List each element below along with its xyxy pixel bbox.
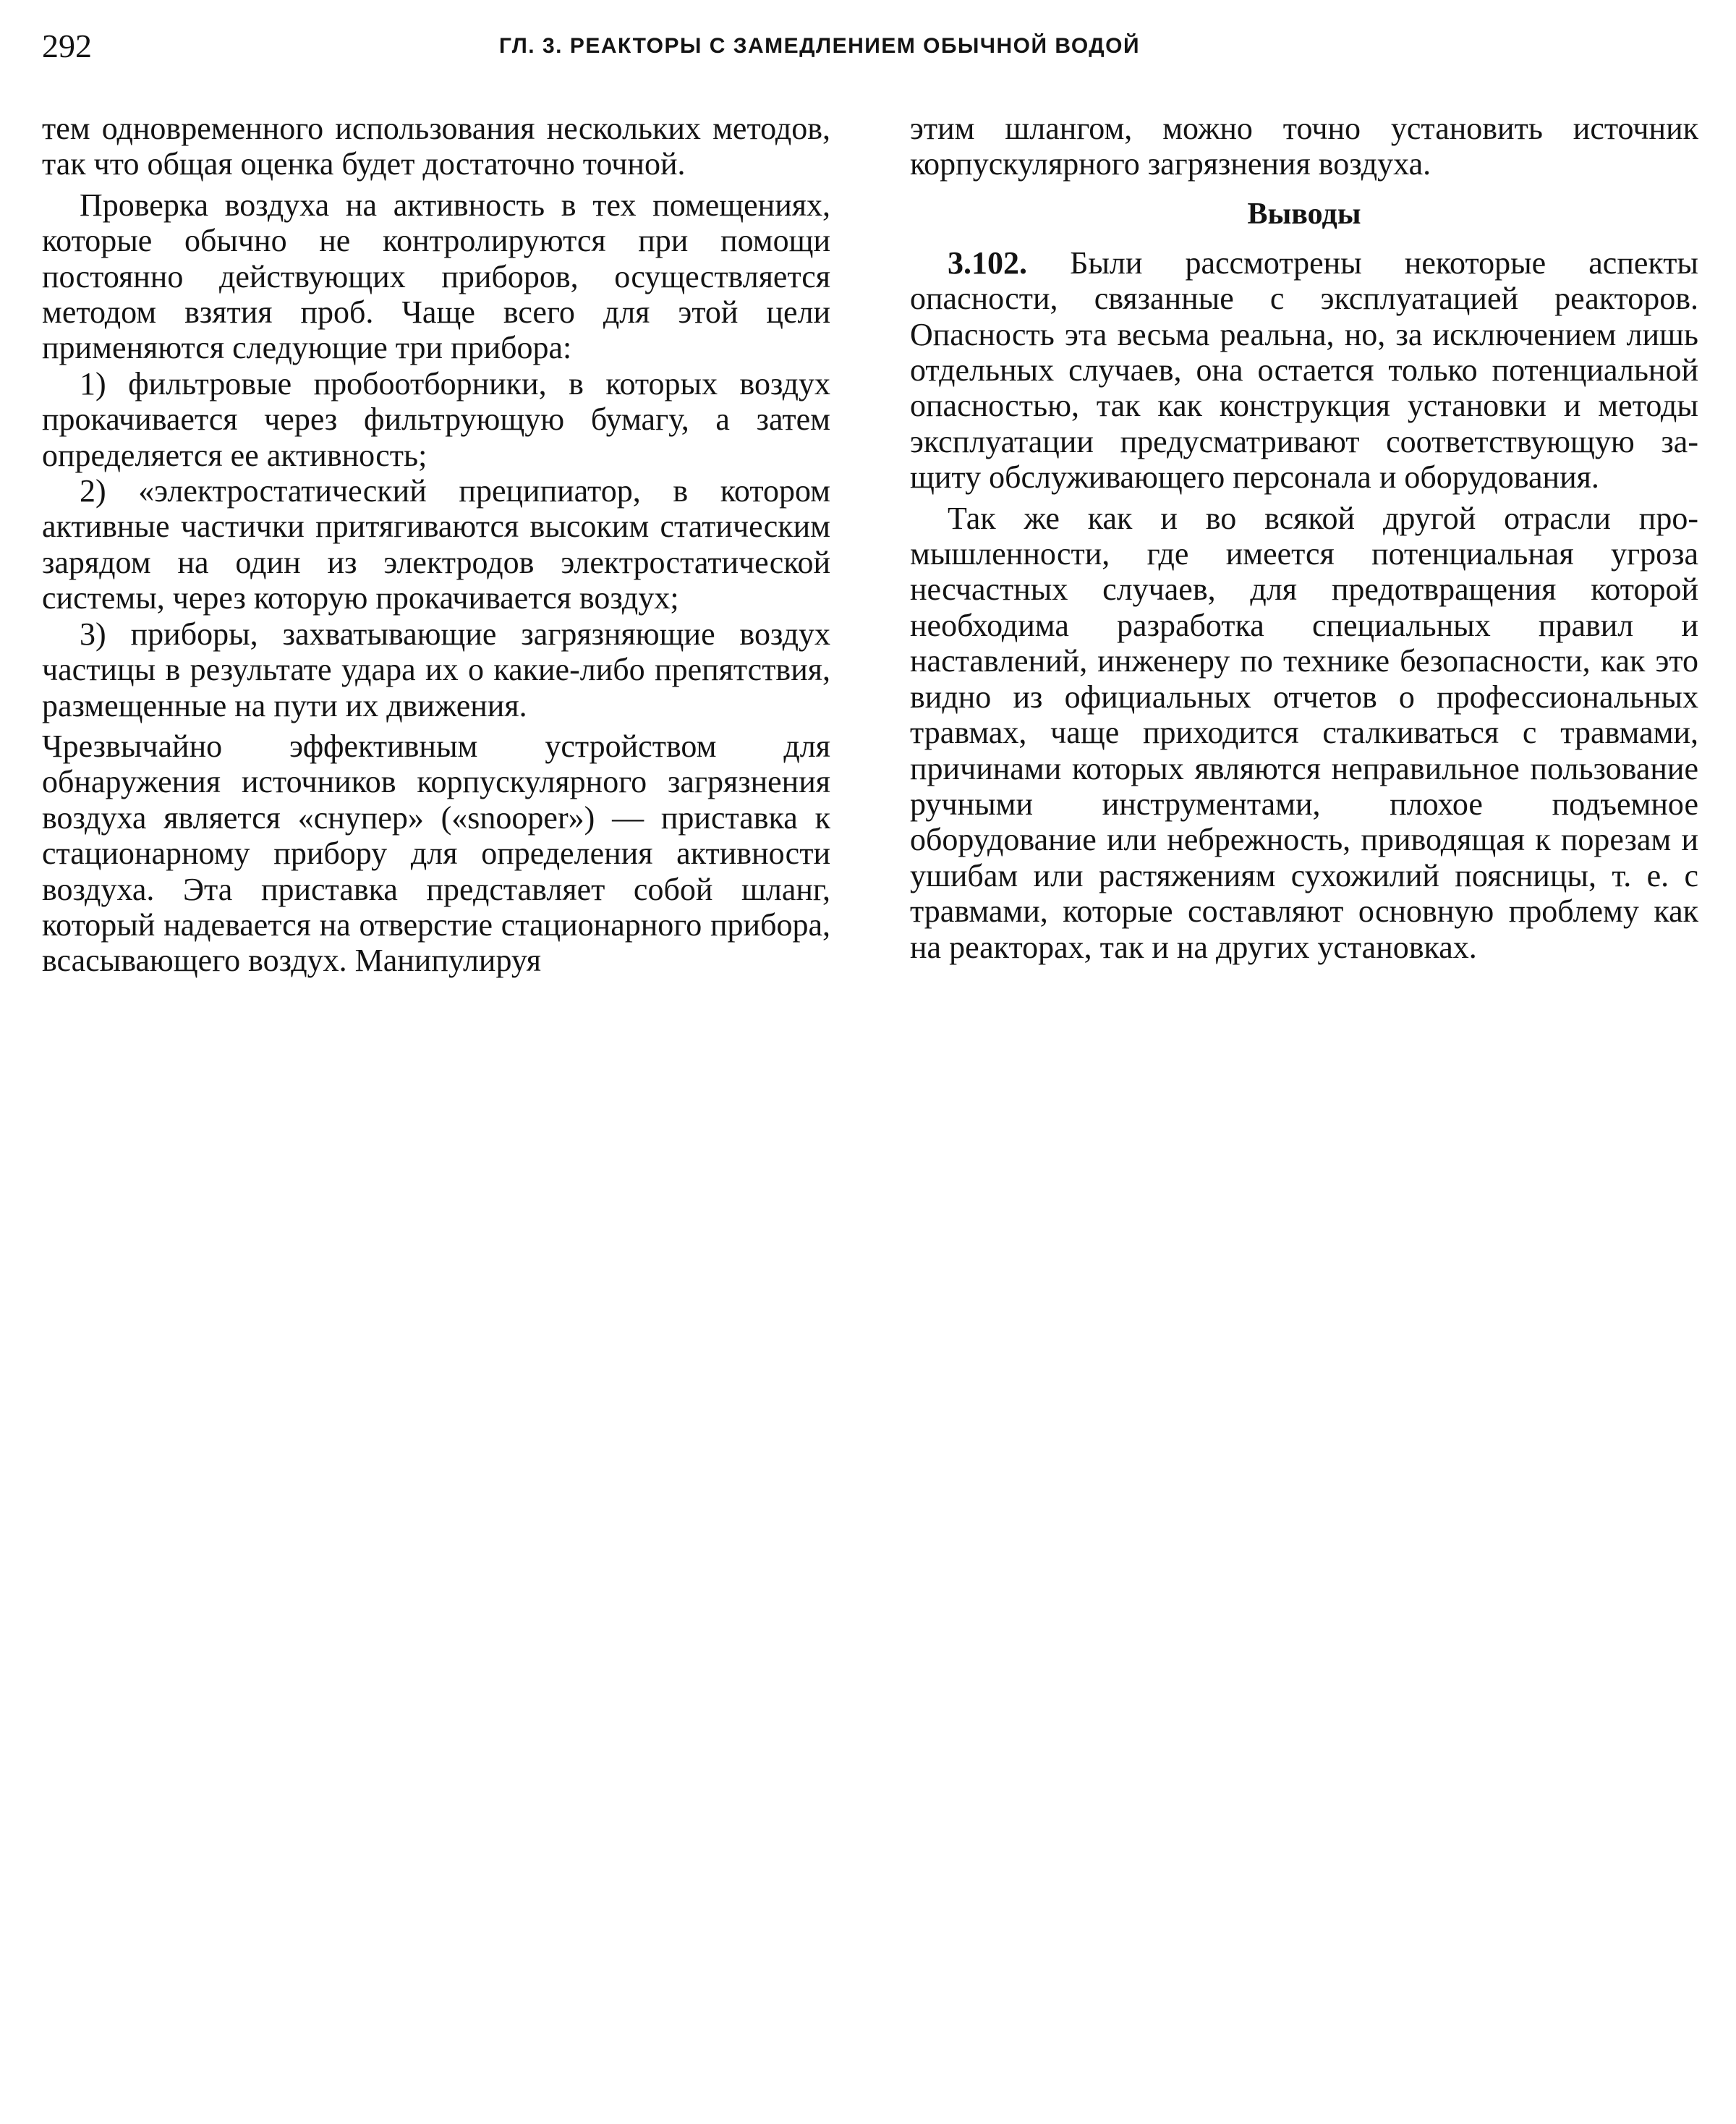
paragraph-air-checking: Проверка воздуха на активность в тех помещениях, которые обычно не контролируются при помощи постоянно действующих приборов, осуществляется методом взятия проб. Чаще всего для этой цели применяются следующие три прибора: bbox=[42, 187, 830, 366]
left-column bbox=[42, 111, 830, 979]
section-heading-conclusions: Выводы bbox=[1247, 197, 1361, 231]
running-title: ГЛ. 3. РЕАКТОРЫ С ЗАМЕДЛЕНИЕМ ОБЫЧНОЙ ВОДОЙ bbox=[499, 34, 1141, 58]
paragraph-3-102-text: Были рассмотрены некоторые аспекты опасности, связанные с эксплуатацией реакторов. Опасность эта весьма реальна, но, за исключением лишь отдельных случаев, она остается только потенциальной опасностью, так как конструкция установки и методы эксплуатации предусматривают соответствующую защиту обслуживающего персонала и оборудования. bbox=[910, 245, 1698, 496]
page-number: 292 bbox=[42, 27, 92, 64]
paragraph-snooper: Чрезвычайно эффективным устройством для обнаружения источников корпускулярного загрязнения воздуха является «снупер» («snooper») — приставка к стационарному прибору для определения активности воздуха. Эта приставка представляет собой шланг, который надевается на отверстие стационарного прибора, всасывающего воздух. Манипулируя bbox=[42, 728, 830, 979]
paragraph-3-102 bbox=[910, 245, 1698, 496]
right-column bbox=[910, 111, 1698, 965]
list-item-electrostatic-precipitator: 2) «электростатический преципиатор, в котором активные частички притягиваются высоким статическим зарядом на один из электродов электростатической системы, через которую прокачивается воздух; bbox=[42, 473, 830, 616]
paragraph-snooper-continued: этим шлангом, можно точно установить источник корпускулярного загрязнения воздуха. bbox=[910, 111, 1698, 182]
paragraph-safety-engineering: Так же как и во всякой другой отрасли промышленности, где имеется потенциальная угроза несчастных случаев, для предотвращения которой необходима разработка специальных правил и наставлений, инженеру по технике безопасности, как это видно из официальных отчетов о профессиональных травмах, чаще приходится сталкиваться с травмами, причинами которых являются неправильное пользование ручными инструментами, плохое подъемное оборудование или небрежность, приводящая к порезам и ушибам или растяжениям сухожилий поясницы, т. е. с травмами, которые составляют основную проблему как на реакторах, так и на других установках. bbox=[910, 500, 1698, 965]
list-item-impactors: 3) приборы, захватывающие загрязняющие воздух частицы в результате удара их о какие-либо препятствия, размещенные на пути их движения. bbox=[42, 616, 830, 723]
paragraph-continuation: тем одновременного использования нескольких методов, так что общая оценка будет достаточно точной. bbox=[42, 111, 830, 182]
paragraph-number: 3.102. bbox=[948, 245, 1027, 281]
list-item-filter-samplers: 1) фильтровые пробоотборники, в которых воздух прокачивается через фильтрующую бумагу, а затем определяется ее активность; bbox=[42, 365, 830, 473]
